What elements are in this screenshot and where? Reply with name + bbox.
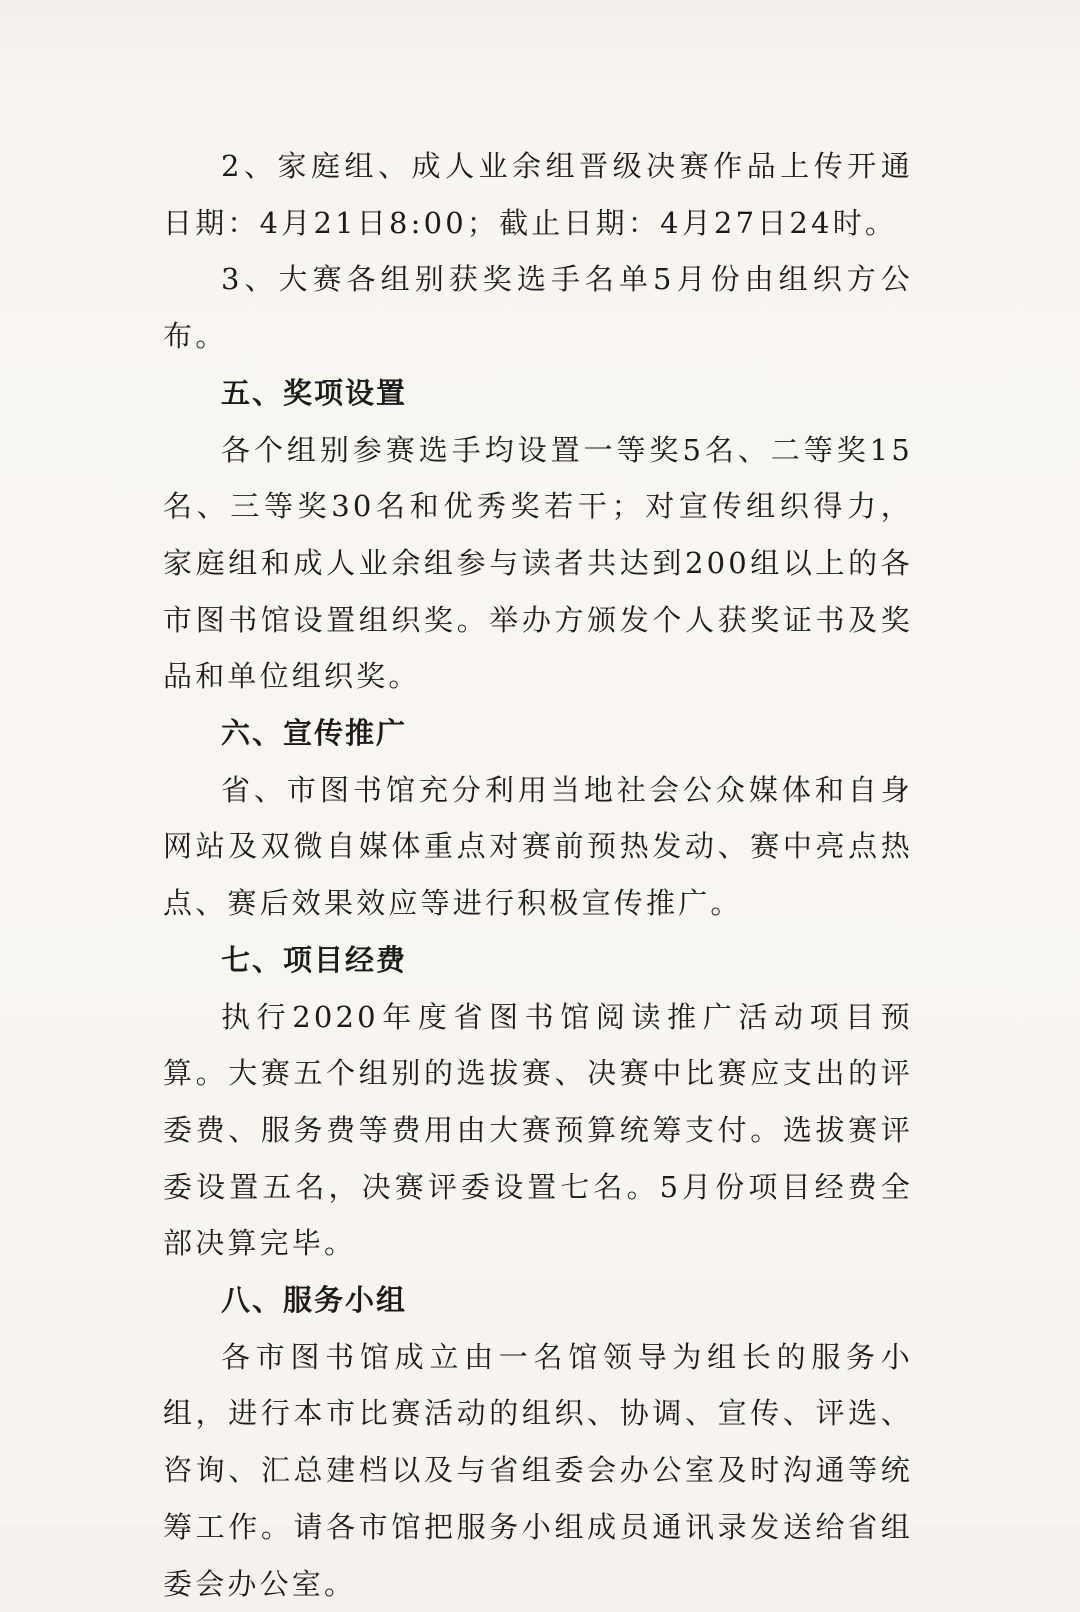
section-heading-service-team: 八、服务小组 bbox=[221, 1283, 408, 1318]
document-body bbox=[163, 138, 913, 1612]
section-heading-funding: 七、项目经费 bbox=[221, 942, 408, 977]
paragraph-winners-announcement: 3、大赛各组别获奖选手名单5月份由组织方公布。 bbox=[163, 262, 913, 354]
section-heading-awards: 五、奖项设置 bbox=[221, 375, 408, 410]
paragraph-service-team: 各市图书馆成立由一名馆领导为组长的服务小组，进行本市比赛活动的组织、协调、宣传、评选、咨询、汇总建档以及与省组委会办公室及时沟通等统筹工作。请各市馆把服务小组成员通讯录发送给省组委会办公室。 bbox=[163, 1339, 913, 1601]
paragraph-funding: 执行2020年度省图书馆阅读推广活动项目预算。大赛五个组别的选拔赛、决赛中比赛应支出的评委费、服务费等费用由大赛预算统筹支付。选拔赛评委设置五名，决赛评委设置七名。5月份项目经费全部决算完毕。 bbox=[163, 999, 913, 1261]
section-heading-promotion: 六、宣传推广 bbox=[221, 716, 408, 751]
paragraph-promotion: 省、市图书馆充分利用当地社会公众媒体和自身网站及双微自媒体重点对赛前预热发动、赛中亮点热点、赛后效果效应等进行积极宣传推广。 bbox=[163, 772, 913, 921]
paragraph-final-upload-dates: 2、家庭组、成人业余组晋级决赛作品上传开通日期：4月21日8:00；截止日期：4月27日24时。 bbox=[163, 149, 913, 240]
paragraph-awards: 各个组别参赛选手均设置一等奖5名、二等奖15名、三等奖30名和优秀奖若干；对宣传组织得力，家庭组和成人业余组参与读者共达到200组以上的各市图书馆设置组织奖。举办方颁发个人获奖证书及奖品和单位组织奖。 bbox=[163, 432, 913, 694]
